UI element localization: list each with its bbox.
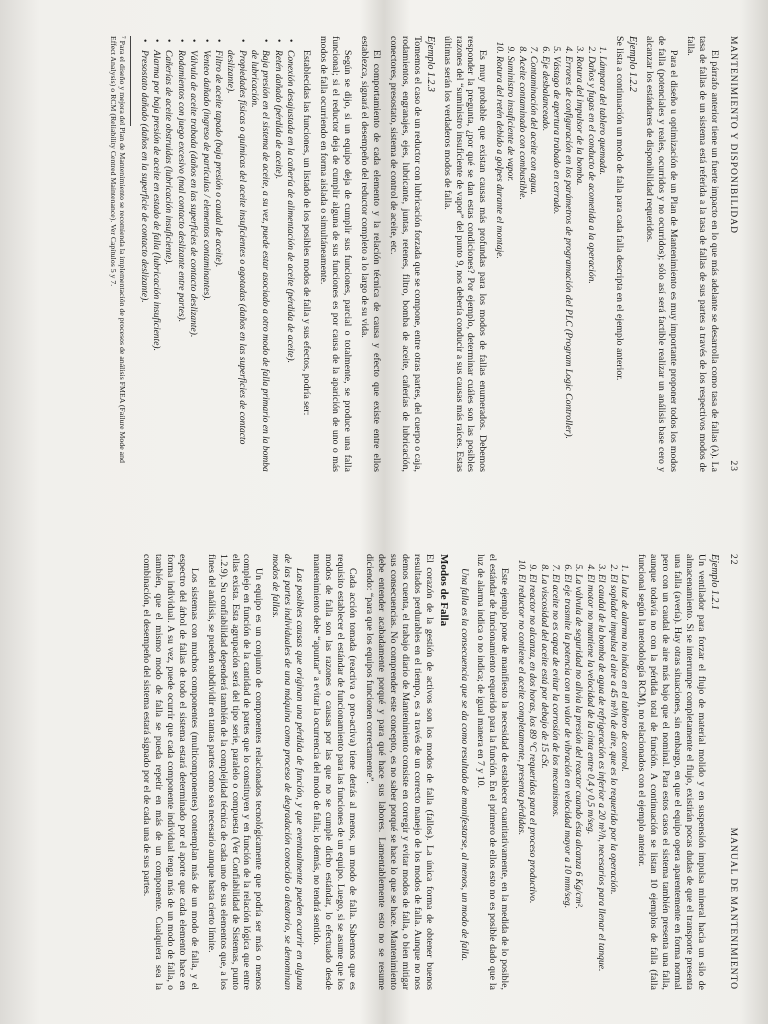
list-item: 10. El reductor no contiene el aceite completamente, presenta pérdidas. — [515, 574, 527, 990]
list-item: 2. Daños y fugas en el conducto de acometida a la operación. — [585, 56, 597, 472]
list-item: 7. El aceite no es capaz de evitar la corrosión de los mecanismos. — [550, 574, 562, 990]
list-item: 9. El reactor no alcanza, en dos horas, los 89 °C requeridos para el proceso productivo. — [527, 574, 539, 990]
list-item: • Baja presión en el sistema de aceite, a su vez, puede estar asociado a otro modo de falla primario en la bomba de lubricación. — [248, 50, 271, 472]
section-heading: Modos de Falla — [437, 554, 450, 627]
failure-list — [515, 554, 630, 990]
running-head-left — [728, 554, 738, 990]
example-title: Ejemplo 1.2.3 — [424, 36, 436, 92]
running-head-title: MANUAL DE MANTENIMIENTO — [728, 827, 738, 990]
running-head-right — [728, 36, 738, 472]
paragraph: El párrafo anterior tiene un fuerte impacto en lo que más adelante se desarrolla como tasa de fallas (λ). La tasa de fallas de un sistema está referida a la tasa de fallas de sus partes a través de los respectivos modos de falla. — [685, 36, 720, 472]
list-item: 6. El eje trasmite la potencia con un valor de vibración en velocidad mayor a 10 mm/seg. — [561, 574, 573, 990]
list-item: • Alarma por baja presión de aceite en estado de falla (lubricación insuficiente). — [150, 50, 161, 472]
list-item: 3. Rotura del impulsor de la bomba. — [574, 56, 586, 472]
list-item: 3. El caudal de la bomba de agua de refrigeración es inferior a 20 m³/h, necesarios para llenar el tanque. — [596, 574, 608, 990]
page-number: 23 — [728, 460, 738, 472]
running-head-title: MANTENIMIENTO Y DISPONIBILIDAD — [728, 36, 738, 234]
list-item: 4. Errores de configuración en los parámetros de programación del PLC (Program Logic Controller). — [562, 56, 574, 472]
list-item: 6. Eje desbalanceado. — [539, 56, 551, 472]
paragraph: Este ejemplo pone de manifiesto la necesidad de establecer cuantitativamente, en la medida de lo posible, el estándar de funcionamiento requerido para la función. En el primero de ellos esto no es posible dado que la luz de alarma indica o no indica; de igual manera en 7 y 10. — [475, 554, 511, 990]
list-item: • Presostato dañado (daños en la superficie de contacto deslizante). — [137, 50, 148, 472]
list-item: 8. La viscosidad del aceite está por debajo de 15 cSt. — [538, 574, 550, 990]
list-item: 9. Suministro insuficiente de vapor. — [505, 56, 517, 472]
list-item: • Filtro de aceite tapado (baja presión o caudal de aceite). — [212, 50, 223, 472]
list-item: 7. Contaminación del aceite con agua. — [528, 56, 540, 472]
page-number: 22 — [728, 554, 738, 566]
paragraph: Es muy probable que existan causas más profundas para los modos de fallas enumerados. Debemos responder la pregunta, ¿por qué se dan estas condiciones? Por ejemplo, determinar cuáles son las posibles razones del “suministro insuficiente de vapor” del punto 9, nos debería conducir a sus causas más raíces. Estas últimas serán los verdaderos modos de falla. — [441, 36, 489, 472]
list-item: 5. La válvula de seguridad no alivia la presión del reactor cuando ésta alcanza 6 Kg/cm². — [573, 574, 585, 990]
list-item: • Venteo dañado (ingreso de partículas / elementos contaminantes). — [199, 50, 210, 472]
list-item: 5. Vástago de apertura trabado en cerrado. — [551, 56, 563, 472]
footnote-rule — [130, 36, 131, 126]
example-title: Ejemplo 1.2.1 — [709, 554, 720, 610]
list-item: • Rodamientos con juego excesivo (mal contacto deslizante entre partes). — [174, 50, 185, 472]
example-title: Ejemplo 1.2.2 — [627, 36, 639, 92]
example-intro: Un ventilador para forzar el flujo de material molido y en suspensión impulsa mineral hacia un silo de almacenamiento. Si se interrumpe completamente el flujo, existirán pocas dudas de que el transporte presenta una falla (avería). Hay otras situaciones, sin embargo, en que el equipo opera aparentemente en forma normal pero con un caudal de aire más bajo que el nominal. Para estos casos el sistema también presenta una falla, aunque todavía no con la pérdida total de función. A continuación se listan 10 ejemplos de falla (falla funcional según la metodología RCM), no relacionados con el ejemplo anterior. — [636, 554, 707, 990]
paragraph: Tomemos el caso de un reductor con lubricación forzada que se compone, entre otras partes, del cuerpo o caja, rodamientos, engranajes, ejes, lubricante, juntas, retenes, filtro, bomba de aceite, cañerías de lubricación, conectores, presostato, sistema de control de aceite, etc. — [387, 36, 423, 472]
example-intro: Se lista a continuación un modo de falla para cada falla descripta en el ejemplo anterior. — [614, 36, 626, 381]
list-item: • Propiedades físicas o químicas del aceite insuficientes o agotadas (daños en las superficies de contacto deslizante). — [224, 50, 247, 472]
page-22 — [0, 512, 768, 1024]
definition-failure-mode: Las posibles causas que originan una pérdida de función, y que eventualmente pueden ocurrir en alguna de las partes individuales de una máquina como proceso de degradación conocido o aleatorio, se denominan modos de fallas. — [270, 554, 306, 990]
failure-mode-list — [493, 36, 608, 472]
paragraph: Según se dijo, si un equipo deja de cumplir sus funciones, parcial o totalmente, se produce una falla funcional; si el reductor deja de cumplir alguna de sus funciones es por causa de la aparición de uno o más modos de falla ocurriendo en forma aislada o simultáneamente. — [318, 36, 353, 472]
paragraph: Los sistemas con muchos componentes (multicomponentes) contemplan más de un modo de falla, y el espectro del árbol de fallas de todo el sistema estará determinado por el aporte que cada elemento hace en forma individual. A su vez, puede ocurrir que cada componente individual tenga más de un modo de falla, o también, que el mismo modo de falla se pueda repetir en más de un componente. Cualquiera sea la combinación, el desempeño del sistema estará signado por el de cada una de sus partes. — [141, 554, 200, 990]
footnote: ⁷ Para el diseño y mejora del Plan de Mantenimiento se recomienda la implementación de procesos de análisis FMEA (Failure Mode and Effect Analysis) o RCM (Reliability Centred Maintenance). Ver Capítulos 5 y 7. — [108, 36, 128, 463]
list-item: 10. Rotura del retén debido a golpes durante el montaje. — [493, 56, 505, 472]
list-item: • Cañerías de aceite obstruidas (lubricación insuficiente). — [162, 50, 173, 472]
paragraph: Establecidas las funciones, un listado de los posibles modos de falla y sus efectos, podría ser: — [301, 50, 313, 416]
list-item: • Conexión desajustada en la cañería de alimentación de aceite (pérdida de aceite). — [284, 50, 295, 472]
list-item: 1. La luz de alarma no indica en el tablero de control. — [619, 574, 631, 990]
list-item: • Válvula de aceite trabada (daños en las superficies de contacto deslizante). — [187, 50, 198, 472]
paragraph: Para el diseño u optimización de un Plan de Mantenimiento es muy importante proponer todos los modos de falla (potenciales y reales, ocurridos y no ocurridos); sólo así será factible realizar un análisis base cero y alcanzar los estándares de disponibilidad requeridos. — [644, 36, 680, 472]
list-item: 2. El soplador impulsa el aire a 45 m³/h de aire, que es lo requerido por la operación. — [607, 574, 619, 990]
list-item: 1. Lámpara del tablero quemada. — [597, 56, 609, 472]
paragraph: El comportamiento de cada elemento y la relación técnica de causa y efecto que existe entre ellos establezca, signará el desempeño del reductor completo a lo largo de su vida. — [358, 36, 382, 472]
paragraph: Cada acción tomada (reactiva o pro-activa) tiene detrás al menos, un modo de falla. Sabemos que es requisito establecer el estándar de funcionamiento para las funciones de un equipo. Luego, si se asume que los modos de falla son las razones o causas por las que no se cumple dicho estándar, lo efectuado desde mantenimiento debe “apuntar” a evitar la ocurrencia del modo de falla; lo demás, no tendrá sentido. — [311, 554, 358, 990]
list-item: 4. El motor no mantiene la velocidad de la cinta entre 0,4 y 0,5 m/seg. — [584, 574, 596, 990]
paragraph: Un equipo es un conjunto de componentes relacionados tecnológicamente que podría ser más o menos complejo en función de la cantidad de partes que lo constituyen y en función de la relación lógica que entre ellas exista. Esta agrupación será del tipo serie, paralelo o compuesta (Ver Confiabilidad de Sistemas, punto 1.2.9). Su confiabilidad dependerá también de la complejidad técnica de cada uno de sus elementos que, a los fines del análisis, se pueden subdividir en tantas partes como sea necesario aunque hasta cierto límite. — [205, 554, 265, 990]
paragraph: El corazón de la gestión de activos son los modos de falla (fallos). La única forma de obtener buenos resultados perdurables en el tiempo, es a través de un correcto manejo de los modos de falla. Aunque no nos demos cuenta, el trabajo diario de Mantenimiento consiste en corregir y evitar modos de falla, o bien mitigar sus consecuencias. No comprender este concepto, es no saber porqué se hace lo que se hace. Mantenimiento debe entender acabadamente porqué y para qué hace sus labores. Lamentablemente esto no se resume diciendo: “para que los equipos funcionen correctamente”. — [363, 554, 435, 990]
definition-failure: Una falla es la consecuencia que se da como resultado de manifestarse, al menos, un modo de falla. — [458, 568, 470, 962]
list-item: 8. Aceite contaminado con combustible. — [516, 56, 528, 472]
list-item: • Retén dañado (pérdida de aceite). — [271, 50, 282, 472]
bullet-list — [137, 36, 295, 472]
